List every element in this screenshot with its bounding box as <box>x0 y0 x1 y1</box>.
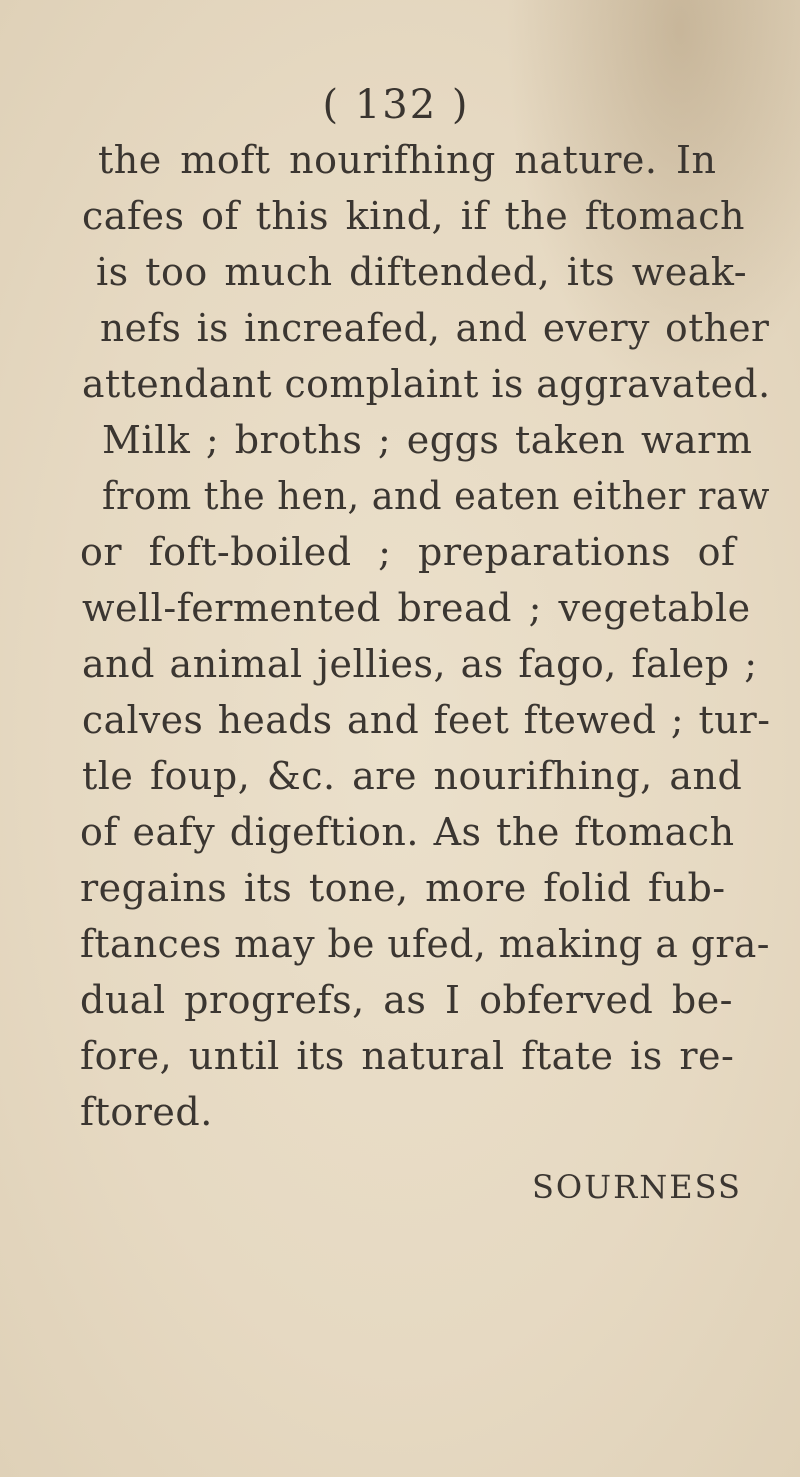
text-line: cafes of this kind, if the ftomach <box>82 194 745 238</box>
text-line: of eafy digeftion. As the ftomach <box>80 810 735 854</box>
text-line: fore, until its natural ftate is re- <box>80 1034 735 1078</box>
text-line: calves heads and feet ftewed ; tur- <box>82 698 771 742</box>
text-line: well-fermented bread ; vegetable <box>82 586 751 630</box>
text-line: Milk ; broths ; eggs taken warm <box>102 418 753 462</box>
text-line: or foft-boiled ; preparations of <box>80 530 736 574</box>
text-line: ftances may be ufed, making a gra- <box>80 922 770 966</box>
text-line: and animal jellies, as fago, falep ; <box>82 642 758 686</box>
catchword: SOURNESS <box>532 1168 742 1206</box>
text-line: attendant complaint is aggravated. <box>82 362 771 406</box>
text-line: is too much diftended, its weak- <box>96 250 748 294</box>
text-line: regains its tone, more folid fub- <box>80 866 726 910</box>
text-line: dual progrefs, as I obferved be- <box>80 978 734 1022</box>
text-line: ftored. <box>80 1090 213 1134</box>
page-number: ( 132 ) <box>322 82 470 128</box>
text-line: from the hen, and eaten either raw <box>102 474 770 518</box>
text-line: the moft nourifhing nature. In <box>98 138 717 182</box>
text-line: tle foup, &c. are nourifhing, and <box>82 754 743 798</box>
text-line: nefs is increafed, and every other <box>100 306 770 350</box>
